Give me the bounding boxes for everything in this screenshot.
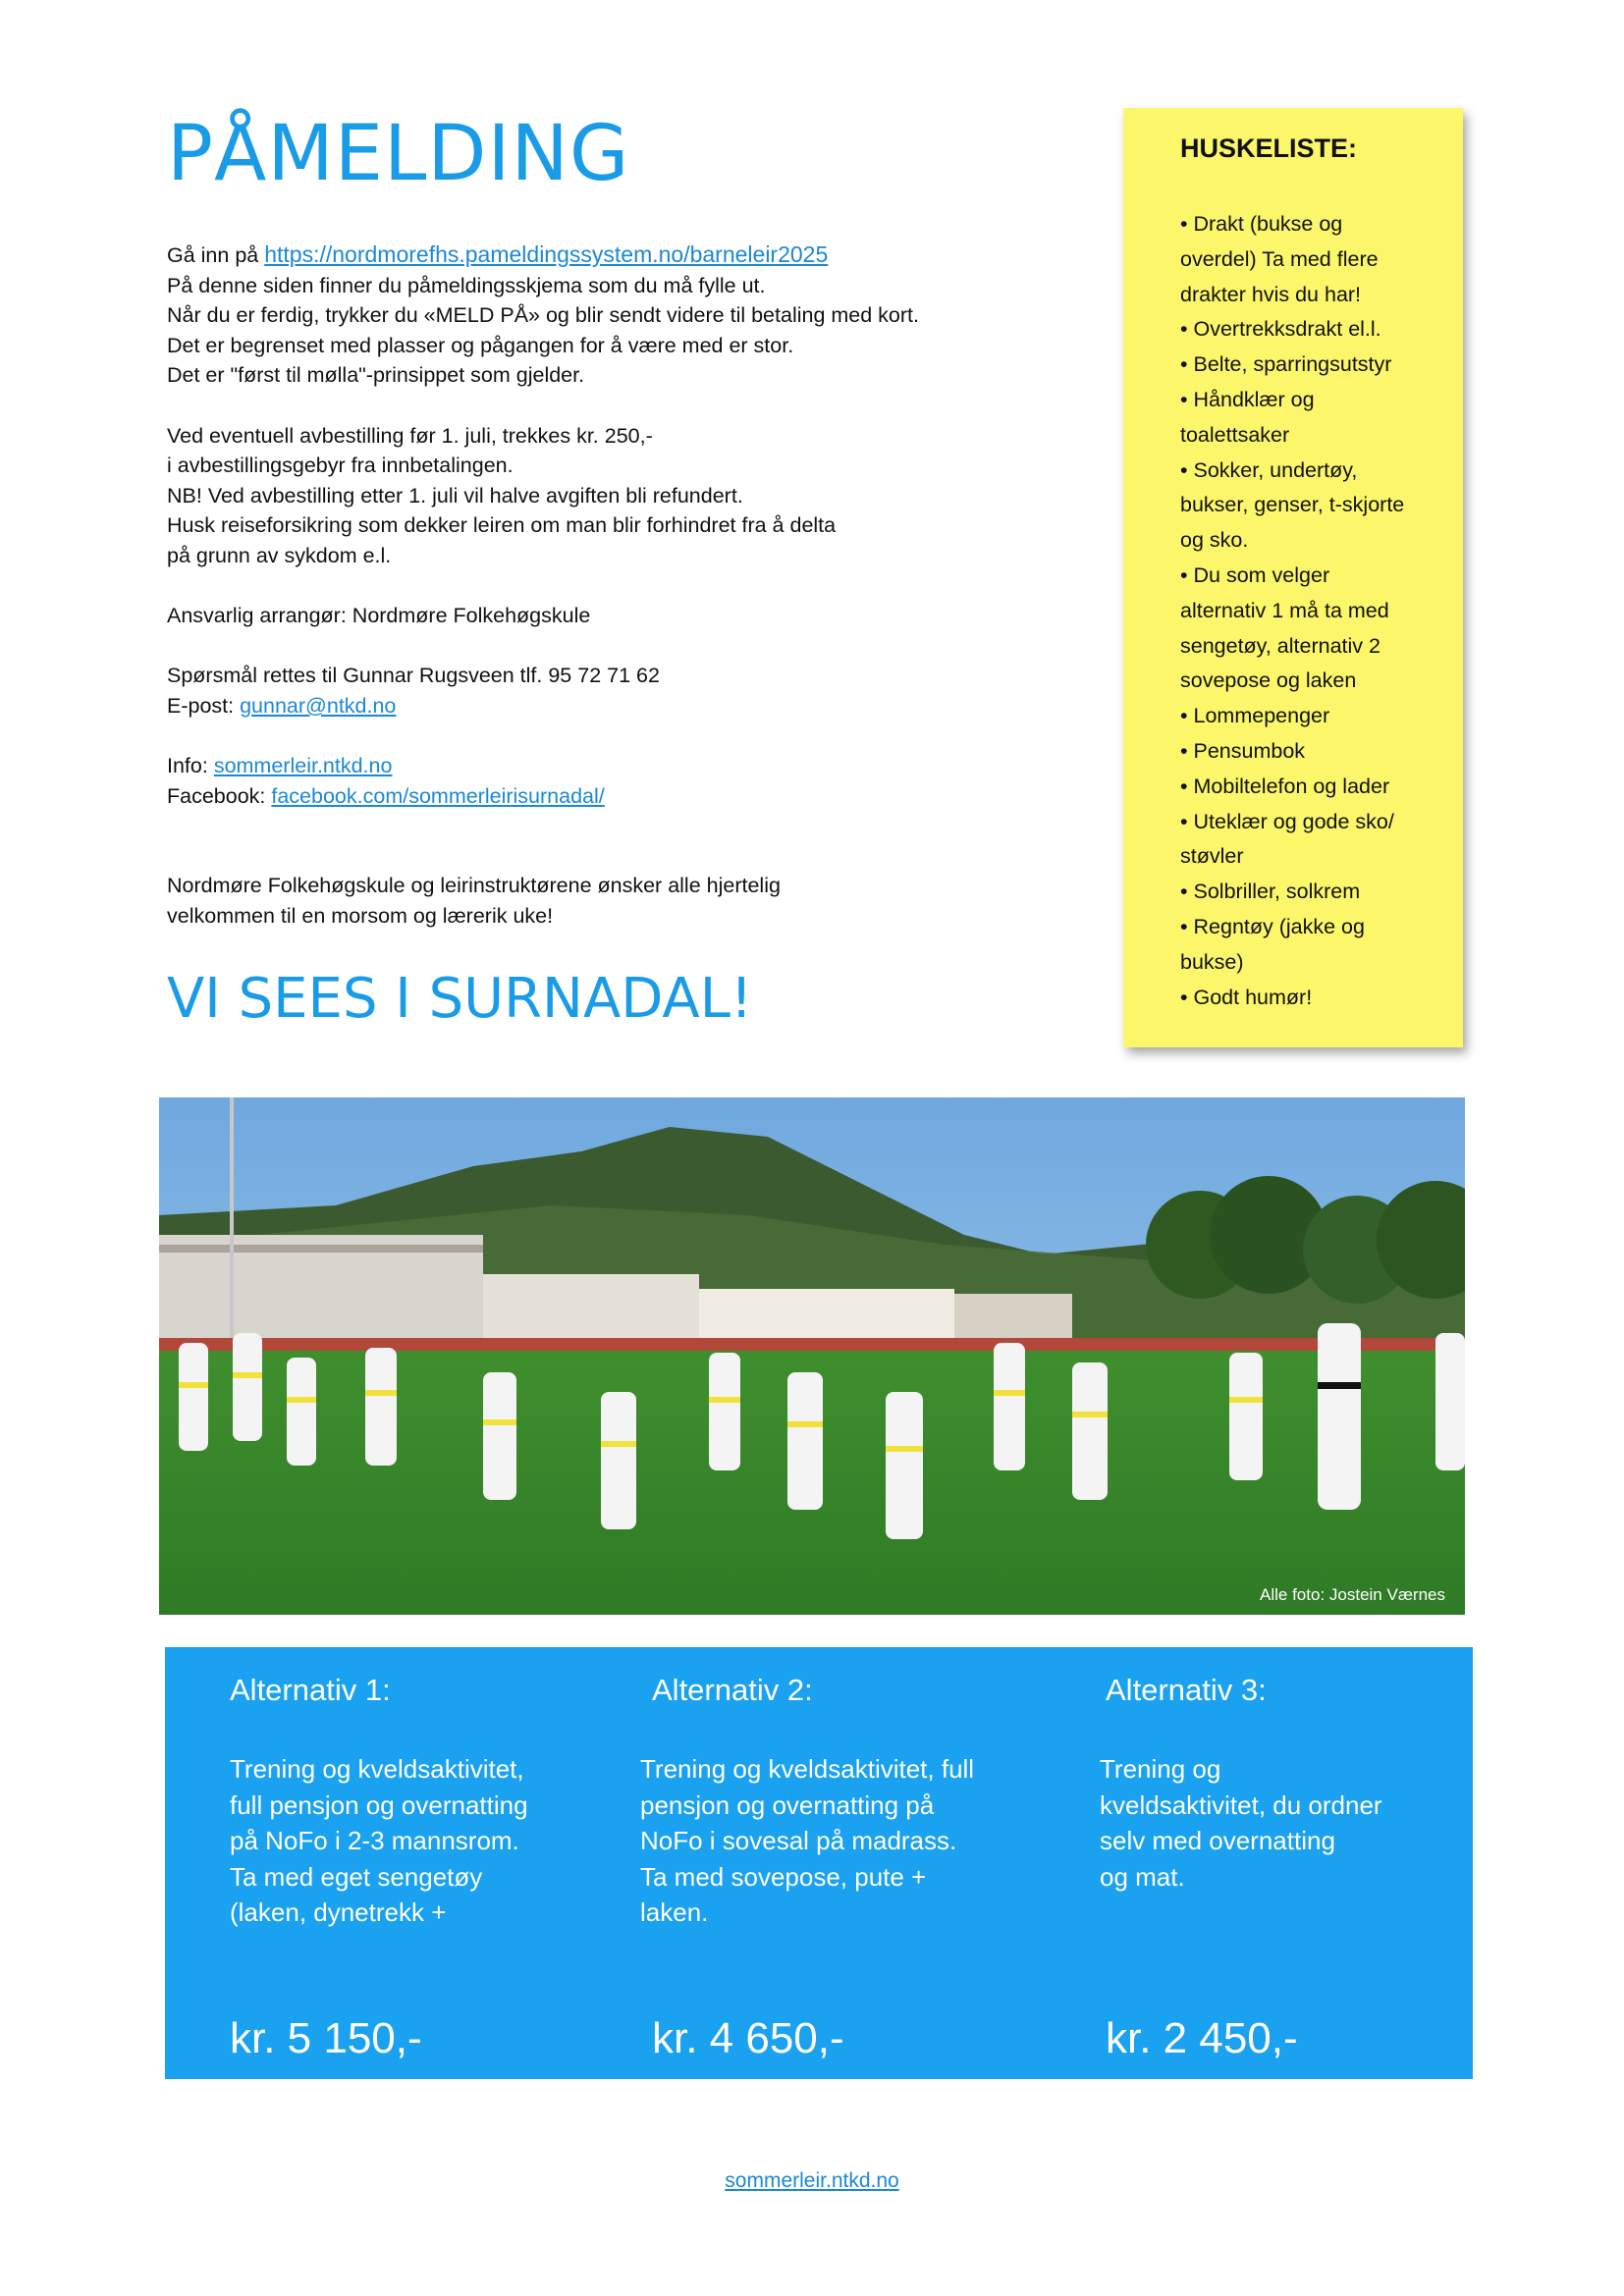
page-title: PÅMELDING	[167, 110, 630, 198]
email-label: E-post:	[167, 693, 241, 718]
cancellation-line: NB! Ved avbestilling etter 1. juli vil halve avgiften bli refundert.	[167, 483, 743, 507]
checklist-item: • Mobiltelefon og lader	[1180, 774, 1390, 798]
closing-title: VI SEES I SURNADAL!	[167, 967, 753, 1031]
alternative-title: Alternativ 2:	[652, 1673, 813, 1707]
checklist-item: alternativ 1 må ta med	[1180, 598, 1389, 622]
facebook-label: Facebook:	[167, 783, 272, 808]
alternative-3	[1100, 1673, 1453, 2062]
checklist-box	[1123, 108, 1463, 1047]
photo-illustration	[159, 1097, 1465, 1615]
checklist-item: • Regntøy (jakke og	[1180, 914, 1365, 938]
alternative-price: kr. 2 450,-	[1106, 2014, 1298, 2062]
alternative-2	[640, 1673, 1053, 2062]
pricing-panel	[165, 1647, 1473, 2079]
description-line: (laken, dynetrekk +	[230, 1897, 447, 1927]
description-line: laken.	[640, 1897, 709, 1927]
cancellation-line: i avbestillingsgebyr fra innbetalingen.	[167, 454, 514, 478]
checklist-item: • Solbriller, solkrem	[1180, 880, 1361, 904]
intro-prefix: Gå inn på	[167, 243, 265, 267]
description-line: Trening og kveldsaktivitet, full	[640, 1754, 975, 1784]
intro-line: Det er begrenset med plasser og pågangen for å være med er stor.	[167, 333, 794, 357]
cancellation-line: på grunn av sykdom e.l.	[167, 543, 392, 567]
checklist-item: • Pensumbok	[1180, 738, 1306, 763]
checklist-item: • Sokker, undertøy,	[1180, 457, 1358, 482]
organizer-text: Ansvarlig arrangør: Nordmøre Folkehøgskule	[167, 604, 591, 628]
email-link[interactable]: gunnar@ntkd.no	[240, 693, 397, 718]
facebook-line	[167, 781, 1051, 812]
alternative-price: kr. 5 150,-	[230, 2014, 422, 2062]
description-line: på NoFo i 2-3 mannsrom.	[230, 1826, 519, 1855]
intro-line	[167, 240, 1051, 271]
facebook-link[interactable]: facebook.com/sommerleirisurnadal/	[271, 783, 605, 808]
description-line: full pensjon og overnatting	[230, 1789, 528, 1820]
description-line: Trening og	[1100, 1754, 1221, 1784]
description-line: Trening og kveldsaktivitet,	[230, 1754, 524, 1784]
alternative-title: Alternativ 3:	[1106, 1673, 1267, 1707]
alternative-1	[230, 1673, 603, 2062]
checklist-item: • Du som velger	[1180, 562, 1330, 587]
checklist-item: sengetøy, alternativ 2	[1180, 633, 1380, 658]
description-line: Ta med eget sengetøy	[230, 1861, 483, 1892]
welcome-line: velkommen til en morsom og lærerik uke!	[167, 904, 554, 929]
footer-link[interactable]: sommerleir.ntkd.no	[725, 2169, 899, 2192]
info-label: Info:	[167, 754, 214, 778]
alternative-description	[1100, 1751, 1453, 1895]
intro-line: Det er "først til mølla"-prinsippet som gjelder.	[167, 363, 585, 388]
description-line: NoFo i sovesal på madrass.	[640, 1826, 957, 1855]
cancellation-line: Ved eventuell avbestilling før 1. juli, trekkes kr. 250,-	[167, 423, 653, 448]
checklist-item: toalettsaker	[1180, 422, 1290, 447]
cancellation-line: Husk reiseforsikring som dekker leiren om man blir forhindret fra å delta	[167, 513, 837, 538]
checklist-item: og sko.	[1180, 528, 1249, 553]
checklist-item: • Belte, sparringsutstyr	[1180, 352, 1392, 377]
checklist-title: HUSKELISTE:	[1180, 133, 1358, 163]
checklist-item: • Drakt (bukse og	[1180, 212, 1343, 236]
alternative-description	[640, 1751, 1053, 1931]
checklist-item: • Uteklær og gode sko/	[1180, 809, 1394, 833]
footer	[0, 2169, 1624, 2193]
checklist-item: • Godt humør!	[1180, 985, 1313, 1009]
registration-info	[167, 240, 1051, 932]
description-line: og mat.	[1100, 1861, 1185, 1892]
info-line	[167, 751, 1051, 781]
registration-link[interactable]: https://nordmorefhs.pameldingssystem.no/barneleir2025	[264, 241, 829, 267]
description-line: kveldsaktivitet, du ordner	[1100, 1789, 1382, 1820]
description-line: pensjon og overnatting på	[640, 1789, 935, 1820]
contact-questions: Spørsmål rettes til Gunnar Rugsveen tlf. 95 72 71 62	[167, 664, 660, 688]
description-line: Ta med sovepose, pute +	[640, 1861, 927, 1892]
alternative-description	[230, 1751, 603, 1931]
checklist-item: overdel) Ta med flere	[1180, 246, 1379, 271]
checklist-item: sovepose og laken	[1180, 668, 1357, 693]
alternative-title: Alternativ 1:	[230, 1673, 391, 1707]
photo-credit: Alle foto: Jostein Værnes	[1260, 1585, 1445, 1604]
checklist-item: støvler	[1180, 844, 1244, 869]
checklist-item: bukser, genser, t-skjorte	[1180, 493, 1405, 517]
checklist-list	[1180, 207, 1434, 1015]
checklist-item: • Lommepenger	[1180, 704, 1330, 728]
checklist-item: • Håndklær og	[1180, 387, 1315, 411]
intro-line: Når du er ferdig, trykker du «MELD PÅ» og blir sendt videre til betaling med kort.	[167, 303, 919, 328]
contact-email-line	[167, 691, 1051, 721]
welcome-line: Nordmøre Folkehøgskule og leirinstruktørene ønsker alle hjertelig	[167, 874, 781, 898]
checklist-item: • Overtrekksdrakt el.l.	[1180, 317, 1381, 342]
checklist-item: drakter hvis du har!	[1180, 282, 1362, 306]
checklist-item: bukse)	[1180, 949, 1244, 974]
alternative-price: kr. 4 650,-	[652, 2014, 844, 2062]
intro-line: På denne siden finner du påmeldingsskjema som du må fylle ut.	[167, 273, 766, 297]
info-link[interactable]: sommerleir.ntkd.no	[213, 754, 393, 778]
description-line: selv med overnatting	[1100, 1826, 1335, 1855]
taekwondo-photo	[159, 1097, 1465, 1615]
